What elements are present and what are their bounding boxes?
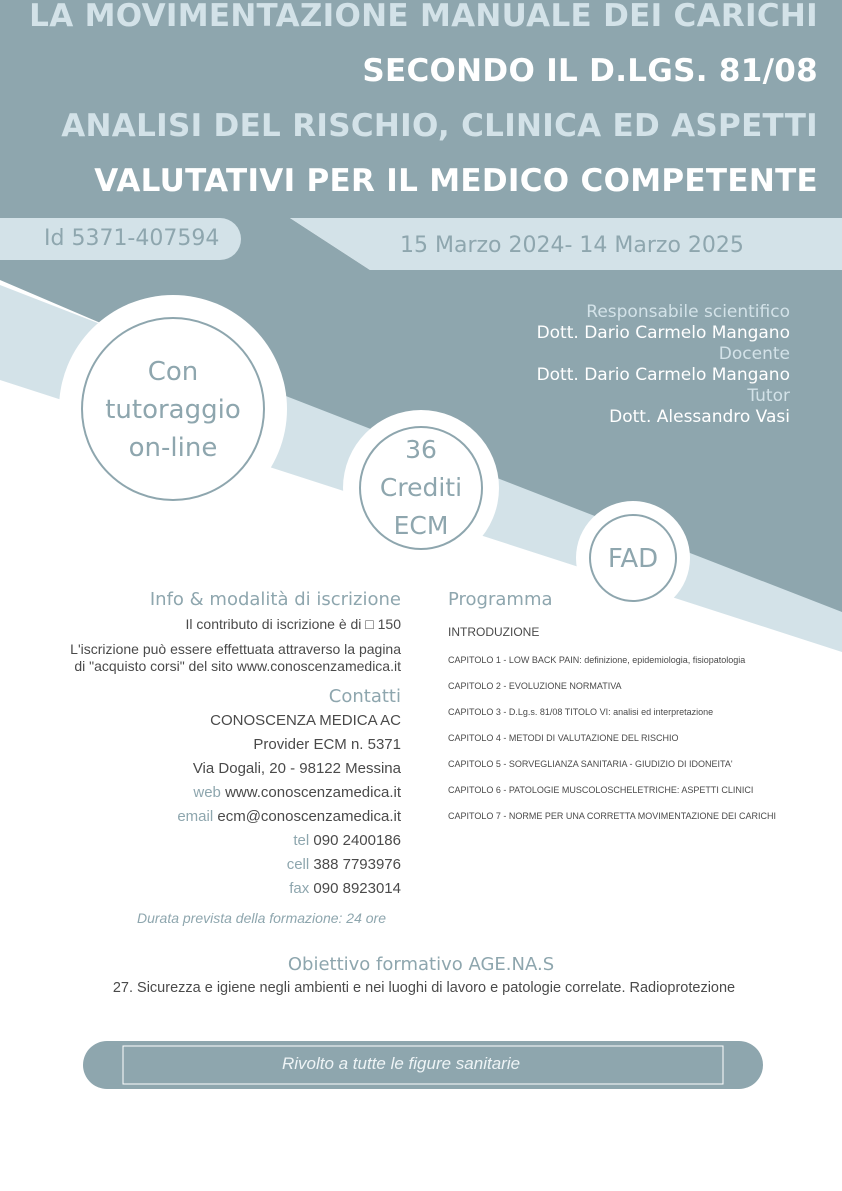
objective-heading: Obiettivo formativo AGE.NA.S <box>287 954 555 975</box>
program-item: CAPITOLO 5 - SORVEGLIANZA SANITARIA - GIUDIZIO DI IDONEITA' <box>448 759 733 769</box>
docente-name: Dott. Dario Carmelo Mangano <box>536 365 790 385</box>
info-fee: Il contributo di iscrizione è di □ 150 <box>185 616 401 632</box>
cell-value: 388 7793976 <box>313 856 401 873</box>
course-id: Id 5371-407594 <box>44 226 220 251</box>
credits-type: ECM <box>393 511 449 540</box>
cell-label: cell <box>286 856 310 873</box>
credits-badge <box>361 431 481 545</box>
fad-badge: FAD <box>607 544 659 574</box>
objective-text: 27. Sicurezza e igiene negli ambienti e nei luoghi di lavoro e patologie correlate. Radioprotezione <box>112 980 736 996</box>
email-label: email <box>177 808 214 825</box>
program-item: CAPITOLO 4 - METODI DI VALUTAZIONE DEL RISCHIO <box>448 733 679 743</box>
contact-fax <box>289 880 401 897</box>
contact-email <box>177 808 401 825</box>
tutor-label: Tutor <box>747 386 790 406</box>
contact-web <box>193 784 401 801</box>
resp-name: Dott. Dario Carmelo Mangano <box>536 323 790 343</box>
course-duration: Durata prevista della formazione: 24 ore <box>136 910 386 926</box>
info-heading: Info & modalità di iscrizione <box>149 589 401 610</box>
contact-address: Via Dogali, 20 - 98122 Messina <box>192 760 401 777</box>
tutoring-line-2: tutoraggio <box>105 395 241 425</box>
credits-number: 36 <box>405 435 437 464</box>
program-heading: Programma <box>448 589 553 610</box>
title-line-4: VALUTATIVI PER IL MEDICO COMPETENTE <box>94 163 818 199</box>
web-value[interactable]: www.conoscenzamedica.it <box>225 784 401 801</box>
info-enroll-1: L'iscrizione può essere effettuata attraverso la pagina <box>70 641 401 657</box>
credits-label: Crediti <box>379 473 463 502</box>
program-item: CAPITOLO 2 - EVOLUZIONE NORMATIVA <box>448 681 622 691</box>
contact-tel <box>293 832 401 849</box>
contacts-heading: Contatti <box>328 686 401 707</box>
resp-label: Responsabile scientifico <box>586 302 790 322</box>
tutoring-line-1: Con <box>147 357 199 387</box>
tutoring-badge <box>83 353 263 467</box>
program-item: CAPITOLO 3 - D.Lg.s. 81/08 TITOLO VI: analisi ed interpretazione <box>448 707 714 717</box>
tel-value: 090 2400186 <box>313 832 401 849</box>
fax-label: fax <box>289 880 310 897</box>
title-line-2: SECONDO IL D.LGS. 81/08 <box>362 53 818 89</box>
program-item: CAPITOLO 6 - PATOLOGIE MUSCOLOSCHELETRICHE: ASPETTI CLINICI <box>448 785 754 795</box>
tutoring-line-3: on-line <box>128 433 218 463</box>
program-item: CAPITOLO 7 - NORME PER UNA CORRETTA MOVIMENTAZIONE DEI CARICHI <box>448 811 777 821</box>
email-value[interactable]: ecm@conoscenzamedica.it <box>217 808 401 825</box>
program-item: CAPITOLO 1 - LOW BACK PAIN: definizione, epidemiologia, fisiopatologia <box>448 655 746 665</box>
title-line-3: ANALISI DEL RISCHIO, CLINICA ED ASPETTI <box>61 108 818 144</box>
program-intro: INTRODUZIONE <box>448 625 540 639</box>
fax-value: 090 8923014 <box>313 880 401 897</box>
tel-label: tel <box>293 832 310 849</box>
contact-company: CONOSCENZA MEDICA AC <box>210 712 401 729</box>
web-label: web <box>193 784 221 801</box>
info-enroll-2: di "acquisto corsi" del sito www.conoscenzamedica.it <box>74 658 401 674</box>
tutor-name: Dott. Alessandro Vasi <box>609 407 790 427</box>
contact-cell <box>287 856 401 873</box>
audience-banner: Rivolto a tutte le figure sanitarie <box>281 1054 521 1073</box>
docente-label: Docente <box>718 344 790 364</box>
contact-provider: Provider ECM n. 5371 <box>253 736 401 753</box>
date-range: 15 Marzo 2024- 14 Marzo 2025 <box>400 233 744 258</box>
title-line-1: LA MOVIMENTAZIONE MANUALE DEI CARICHI <box>29 0 818 34</box>
